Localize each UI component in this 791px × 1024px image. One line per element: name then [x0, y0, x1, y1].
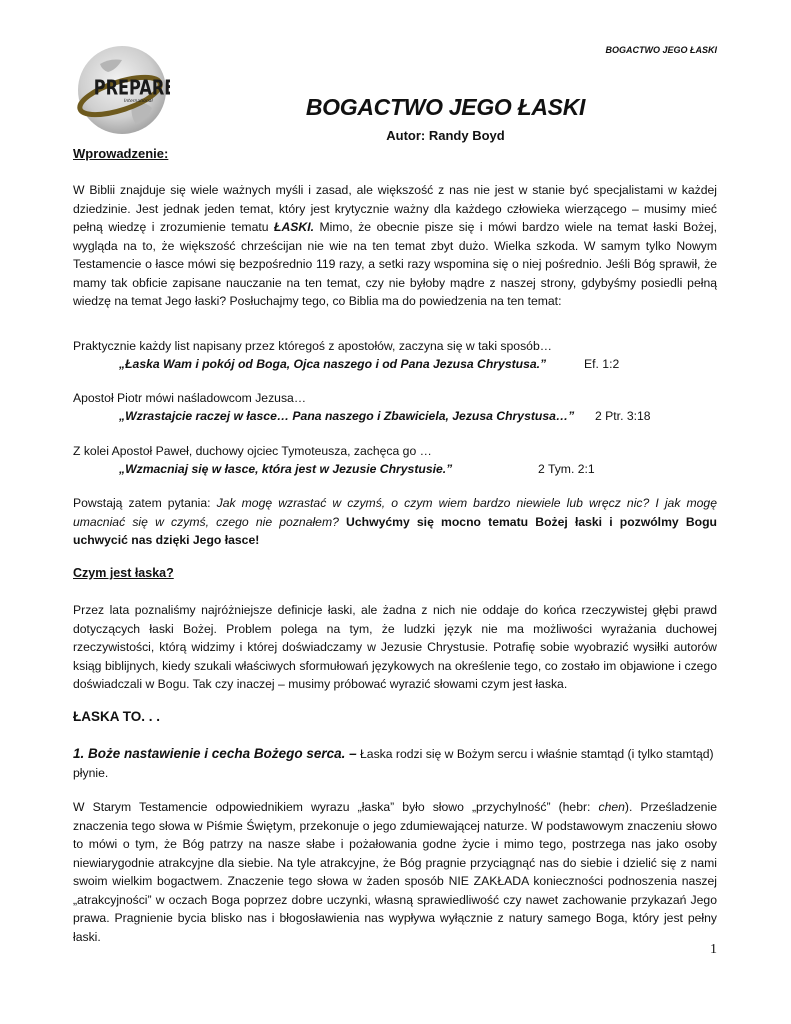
old-testament-paragraph: W Starym Testamencie odpowiednikiem wyrazu „łaska” było słowo „przychylność” (hebr: chen). Prześladzenie znaczenia tego słowa w Piśmie Świętym, przekonuje o jego zdumiewającej naturze. W podstawowym znaczeniu słowo to mówi o tym, że Bóg patrzy na nasze słabe i pożałowania godne życie i mimo tego, postrzega nas jako osoby niewiarygodnie atrakcyjne dla siebie. Na tyle atrakcyjne, że Bóg pragnie przyciągnąć nas do siebie i dzielić się z nami swoim wielkim bogactwem. Znaczenie tego słowa w żaden sposób NIE ZAKŁADA konieczności podnoszenia naszej „atrakcyjności” w oczach Boga poprzez dobre uczynki, własną sprawiedliwość czy nawet zachowanie przykazań Jego prawa. Pragnienie bycia blisko nas i błogosławienia nas wypływa wyłącznie z natury samego Boga, który jest pełny łaski.	[73, 800, 717, 944]
what-is-grace-paragraph: Przez lata poznaliśmy najróżniejsze definicje łaski, ale żadna z nich nie oddaje do końca rzeczywistej głębi prawd dotyczących łaski Bożej. Problem polega na tym, że ludzki język nie ma możliwości wyrażania duchowej rzeczywistości, którą widzimy i której doświadczamy w Jezusie Chrystusie. Potrafię sobie wyobrazić wysiłki autorów ksiąg biblijnych, kiedy szukali właściwych sformułowań językowych na określenie tego, co zostało im objawione i czego doświadczali w Bogu. Tak czy inaczej – musimy próbować wyrazić słowami czym jest łaska.	[73, 603, 717, 691]
intro-paragraph: W Biblii znajduje się wiele ważnych myśli i zasad, ale większość z nas nie jest w stanie być specjalistami w każdej dziedzinie. Jest jednak jeden temat, który jest krytycznie ważny dla każdego człowieka wierzącego – musimy mieć pełną wiedzę i zrozumienie tematu ŁASKI. Mimo, że obecnie pisze się i mówi bardzo wiele na temat łaski Bożej, wygląda na to, że większość chrześcijan nie wie na ten temat zbyt dużo. Wielka szkoda. W samym tylko Nowym Testamencie o łasce mówi się bezpośrednio 119 razy, a setki razy wspomina się o niej pośrednio. Jeśli Bóg sprawił, że mamy tak obficie zapisane nauczanie na ten temat, czy nie byłoby mądre z naszej strony, gdybyśmy posiedli pełną wiedzę na temat Jego łaski? Posłuchajmy tego, co Biblia ma do powiedzenia na ten temat:	[73, 183, 717, 308]
quote-2: „Wzrastajcie raczej w łasce… Pana naszego i Zbawiciela, Jezusa Chrystusa…”	[119, 409, 575, 423]
quote-3: „Wzmacniaj się w łasce, która jest w Jezusie Chrystusie.”	[119, 462, 453, 476]
page-number: 1	[710, 942, 717, 957]
what-is-grace-heading: Czym jest łaska?	[73, 566, 174, 580]
author-line: Autor: Randy Boyd	[386, 128, 505, 143]
reference-3: 2 Tym. 2:1	[538, 462, 595, 476]
questions-paragraph: Powstają zatem pytania: Jak mogę wzrastać w czymś, o czym wiem bardzo niewiele lub wręcz nic? I jak mogę umacniać się w czymś, czego nie poznałem? Uchwyćmy się mocno tematu Bożej łaski i pozwólmy Bogu uchwycić nas dzięki Jego łasce!	[73, 496, 717, 547]
intro-heading: Wprowadzenie:	[73, 146, 169, 161]
logo-subtext: International	[124, 99, 153, 104]
prepare-logo	[70, 44, 170, 138]
point-1: 1. Boże nastawienie i cecha Bożego serca. – Łaska rodzi się w Bożym sercu i właśnie stamtąd (i tylko stamtąd) płynie.	[73, 746, 714, 780]
quote-1: „Łaska Wam i pokój od Boga, Ojca naszego i od Pana Jezusa Chrystusa.”	[119, 357, 547, 371]
logo-wordmark: PREPARE	[93, 76, 170, 100]
running-header: BOGACTWO JEGO ŁASKI	[605, 45, 717, 55]
grace-is-heading: ŁASKA TO. . .	[73, 709, 161, 724]
intro-line-1: Praktycznie każdy list napisany przez któregoś z apostołów, zaczyna się w taki sposób…	[73, 339, 552, 353]
reference-2: 2 Ptr. 3:18	[595, 409, 651, 423]
intro-line-2: Apostoł Piotr mówi naśladowcom Jezusa…	[73, 391, 307, 405]
reference-1: Ef. 1:2	[584, 357, 620, 371]
intro-line-3: Z kolei Apostoł Paweł, duchowy ojciec Tymoteusza, zachęca go …	[73, 444, 432, 458]
document-title: BOGACTWO JEGO ŁASKI	[305, 94, 586, 120]
